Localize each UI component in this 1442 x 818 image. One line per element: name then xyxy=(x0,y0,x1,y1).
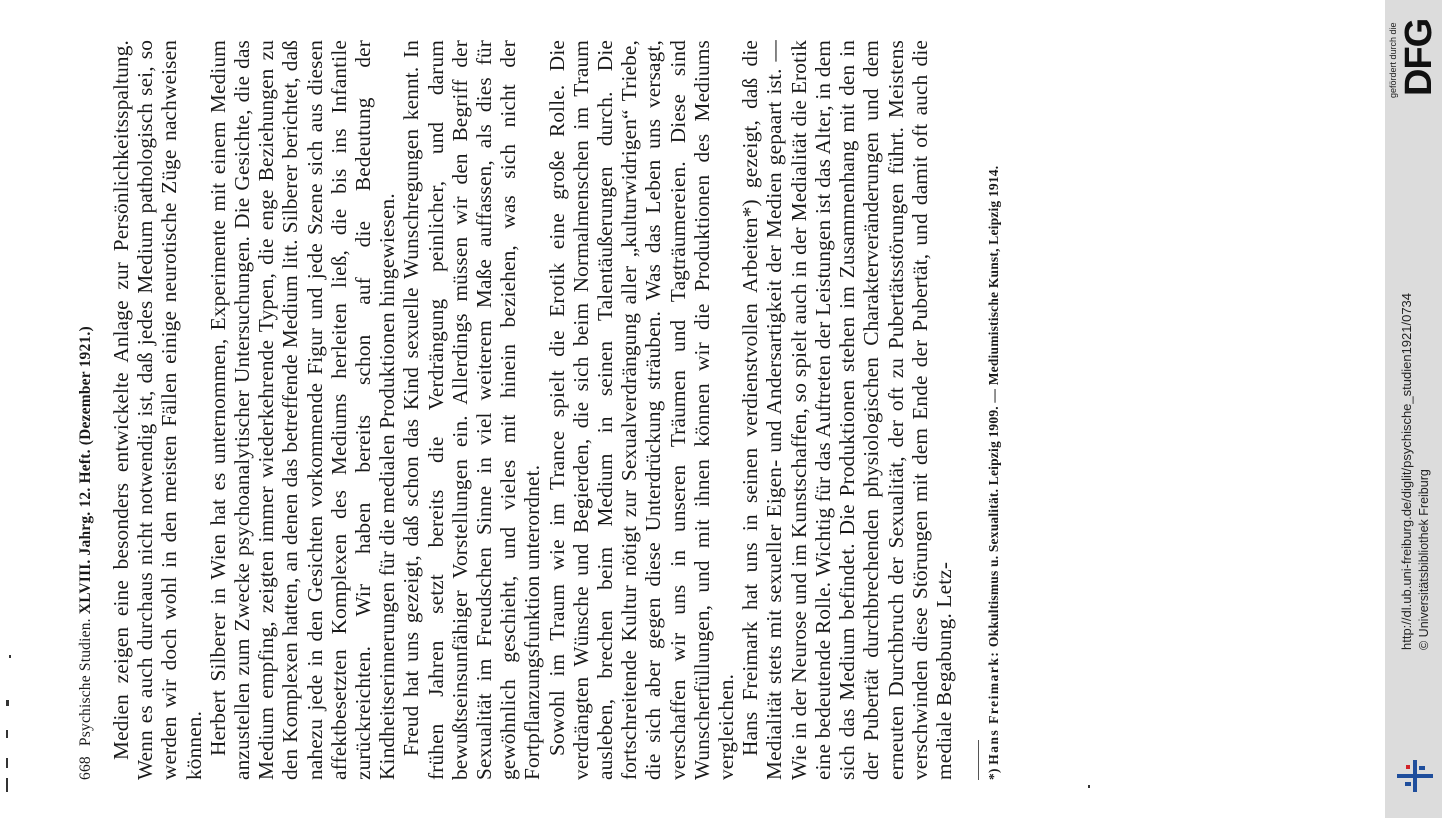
margin-speck xyxy=(1088,785,1090,788)
footnote-text: Okkultismus u. Sexualität. Leipzig 1909. — Mediumistische Kunst, Leipzig 1914. xyxy=(986,165,1002,648)
paragraph: Sowohl im Traum wie im Trance spielt die Erotik eine große Rolle. Die verdrängten Wünsche und Begierden, die sich beim Normalmenschen im Traum ausleben, brechen beim Medium in seinen Talentäußerungen durch. Die fortschreitende Kultur nötigt zur Sexualverdrängung aller „kulturwidrigen“ Triebe, die sich aber gegen diese Unterdrückung sträuben. Was das Leben uns versagt, verschaffen wir uns in unseren Träumen und Tagträumereien. Diese sind Wunscherfüllungen, und mit ihnen können wir die Produktionen des Mediums vergleichen. xyxy=(544,40,739,780)
running-head xyxy=(77,40,95,780)
footnote-marker: *) xyxy=(986,768,1002,780)
library-sidebar xyxy=(1385,0,1442,818)
margin-speck xyxy=(6,730,8,738)
paragraph: Freud hat uns gezeigt, daß schon das Kind sexuelle Wunschregungen kennt. In frühen Jahren setzt bereits die Verdrängung peinlicher, und darum bewußtseinsunfähiger Vorstellungen ein. Allerdings müssen wir den Begriff der Sexualität im Freudschen Sinne in viel weiterem Maße auffassen, als dies für gewöhnlich geschieht, und vieles mit hinein beziehen, was sich nicht der Fortpflanzungsfunktion unterordnet. xyxy=(399,40,545,780)
page-number: 668 xyxy=(77,756,94,780)
dfg-funding-badge xyxy=(1388,2,1438,98)
source-url[interactable]: http://dl.ub.uni-freiburg.de/diglit/psychische_studien1921/0734 xyxy=(1399,292,1414,650)
margin-speck xyxy=(6,758,8,768)
dfg-logo-icon: DFG xyxy=(1398,18,1440,96)
paragraph: Medien zeigen eine besonders entwickelte Anlage zur Persönlichkeitsspaltung. Wenn es auch durchaus nicht notwendig ist, daß jedes Medium pathologisch sei, so werden wir doch wohl in den meisten Fällen einige neurotische Züge nachweisen können. xyxy=(109,40,206,780)
footnote xyxy=(985,40,1002,780)
journal-title: Psychische Studien. xyxy=(77,618,94,747)
library-logo-icon xyxy=(1395,756,1435,796)
footnote-separator xyxy=(978,740,979,780)
body-text xyxy=(109,40,956,780)
rotated-page-content xyxy=(77,40,1337,780)
copyright-notice: © Universitätsbibliothek Freiburg xyxy=(1417,469,1431,650)
issue-info: XLVIII. Jahrg. 12. Heft. (Dezember 1921.) xyxy=(77,326,94,615)
margin-speck xyxy=(6,700,9,706)
dfg-caption: gefördert durch die xyxy=(1388,22,1398,98)
footnote-author: Hans Freimark: xyxy=(986,650,1002,765)
margin-speck xyxy=(9,655,11,658)
margin-speck xyxy=(6,778,8,792)
paragraph: Herbert Silberer in Wien hat es unternommen, Experimente mit einem Medium anzustellen zum Zwecke psychoanalytischer Untersuchungen. Die Gesichte, die das Medium empfing, zeigten immer wiederkehrende Typen, die enge Beziehungen zu den Komplexen hatten, an denen das betreffende Medium litt. Silberer berichtet, daß nahezu jede in den Gesichten vorkommende Figur und jede Szene sich aus diesen affektbesetzten Komplexen des Mediums herleiten ließ, die bis ins Infantile zurückreichten. Wir haben bereits schon auf die Bedeutung der Kindheitserinnerungen für die medialen Produktionen hingewiesen. xyxy=(205,40,400,780)
library-sidebar-content xyxy=(1385,0,1442,818)
paragraph: Hans Freimark hat uns in seinen verdienstvollen Arbeiten*) gezeigt, daß die Medialität stets mit sexueller Eigen- und Andersartigkeit der Medien gepaart ist. — Wie in der Neurose und im Kunstschaffen, so spielt auch in der Medialität die Erotik eine bedeutende Rolle. Wichtig für das Auftreten der Leistungen ist das Alter, in dem sich das Medium befindet. Die Produktionen stehen im Zusammenhang mit den in der Pubertät durchbrechenden physiologischen Charakterveränderungen und dem erneuten Durchbruch der Sexualität, der oft zu Pubertätsstörungen führt. Meistens verschwinden diese Störungen mit dem Ende der Pubertät, und damit oft auch die mediale Begabung. Letz- xyxy=(738,40,956,780)
